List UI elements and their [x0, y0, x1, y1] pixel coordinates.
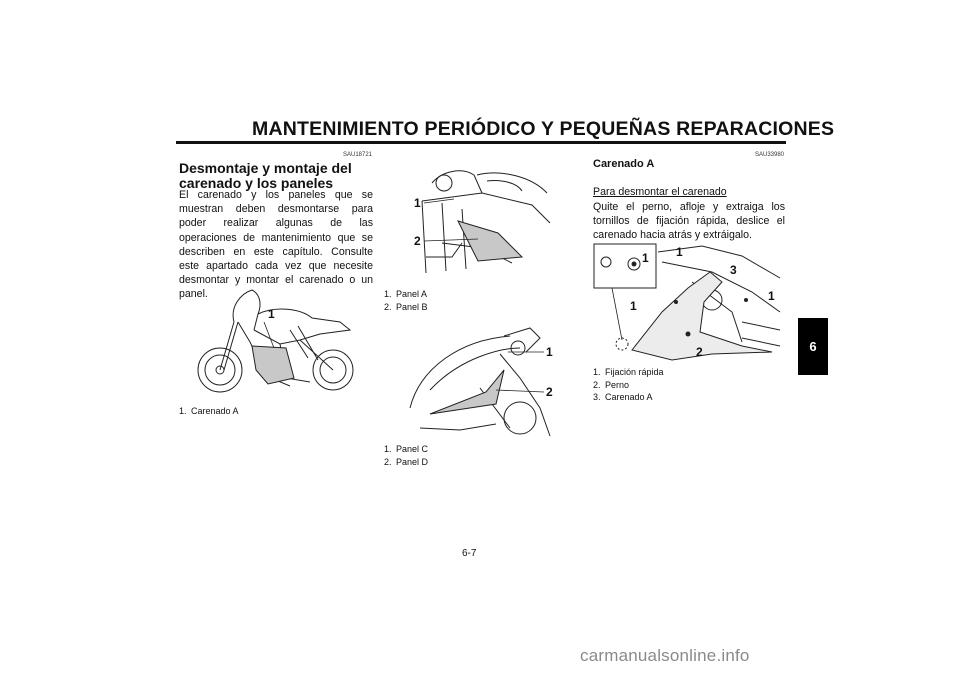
figure-label: 1	[546, 345, 553, 359]
fairing-a-removal-illustration	[592, 242, 782, 364]
caption-item: 1. Carenado A	[179, 406, 239, 416]
caption-item: 2. Panel D	[384, 456, 429, 467]
page-title: MANTENIMIENTO PERIÓDICO Y PEQUEÑAS REPARACIONES	[252, 118, 835, 140]
caption-list	[593, 366, 664, 404]
figure-label: 1	[414, 196, 421, 210]
subsection-heading: Carenado A	[593, 158, 655, 170]
panel-a-b-illustration	[382, 153, 552, 283]
watermark: carmanualsonline.info	[580, 646, 750, 665]
caption-list	[384, 288, 428, 313]
page-number: 6-7	[462, 548, 477, 559]
motorcycle-fairing-a-illustration	[190, 282, 365, 402]
caption-item: 2. Perno	[593, 379, 630, 390]
section-code: SAU18721	[343, 152, 373, 158]
figure-label: 1	[676, 245, 683, 259]
figure-label: 1	[630, 299, 637, 313]
caption-list	[384, 443, 428, 468]
chapter-tab-label: 6	[809, 339, 817, 354]
figure-label: 2	[696, 345, 703, 359]
caption-item: 3. Carenado A	[593, 392, 653, 402]
figure-label: 1	[768, 289, 775, 303]
caption-list	[179, 405, 239, 418]
caption-item: 1. Fijación rápida	[593, 367, 664, 377]
figure-label: 1	[642, 251, 649, 265]
figure-label: 3	[730, 263, 737, 277]
caption-item: 1. Panel C	[384, 444, 429, 454]
panel-c-d-illustration	[400, 318, 560, 438]
section-body: El carenado y los paneles que se muestran deben desmontarse para poder realizar algunas de las operaciones de mantenimiento que se describen en este capítulo. Consulte este apartado cada vez que necesite desmontar y montar el carenado o un panel.	[179, 189, 373, 301]
header-rule	[176, 141, 786, 144]
section-code: SAU33980	[755, 152, 785, 158]
caption-item: 2. Panel B	[384, 301, 428, 312]
figure-label: 2	[414, 234, 421, 248]
chapter-tab	[798, 318, 828, 375]
section-heading-line2: carenado y los paneles	[179, 175, 334, 191]
caption-item: 1. Panel A	[384, 289, 428, 299]
figure-label: 2	[546, 385, 553, 399]
section-heading-line1: Desmontaje y montaje del	[179, 160, 352, 176]
procedure-heading: Para desmontar el carenado	[593, 186, 727, 198]
figure-label: 1	[268, 307, 275, 321]
procedure-body: Quite el perno, afloje y extraiga los tornillos de fijación rápida, deslice el carenado hacia atrás y extráigalo.	[593, 201, 785, 242]
